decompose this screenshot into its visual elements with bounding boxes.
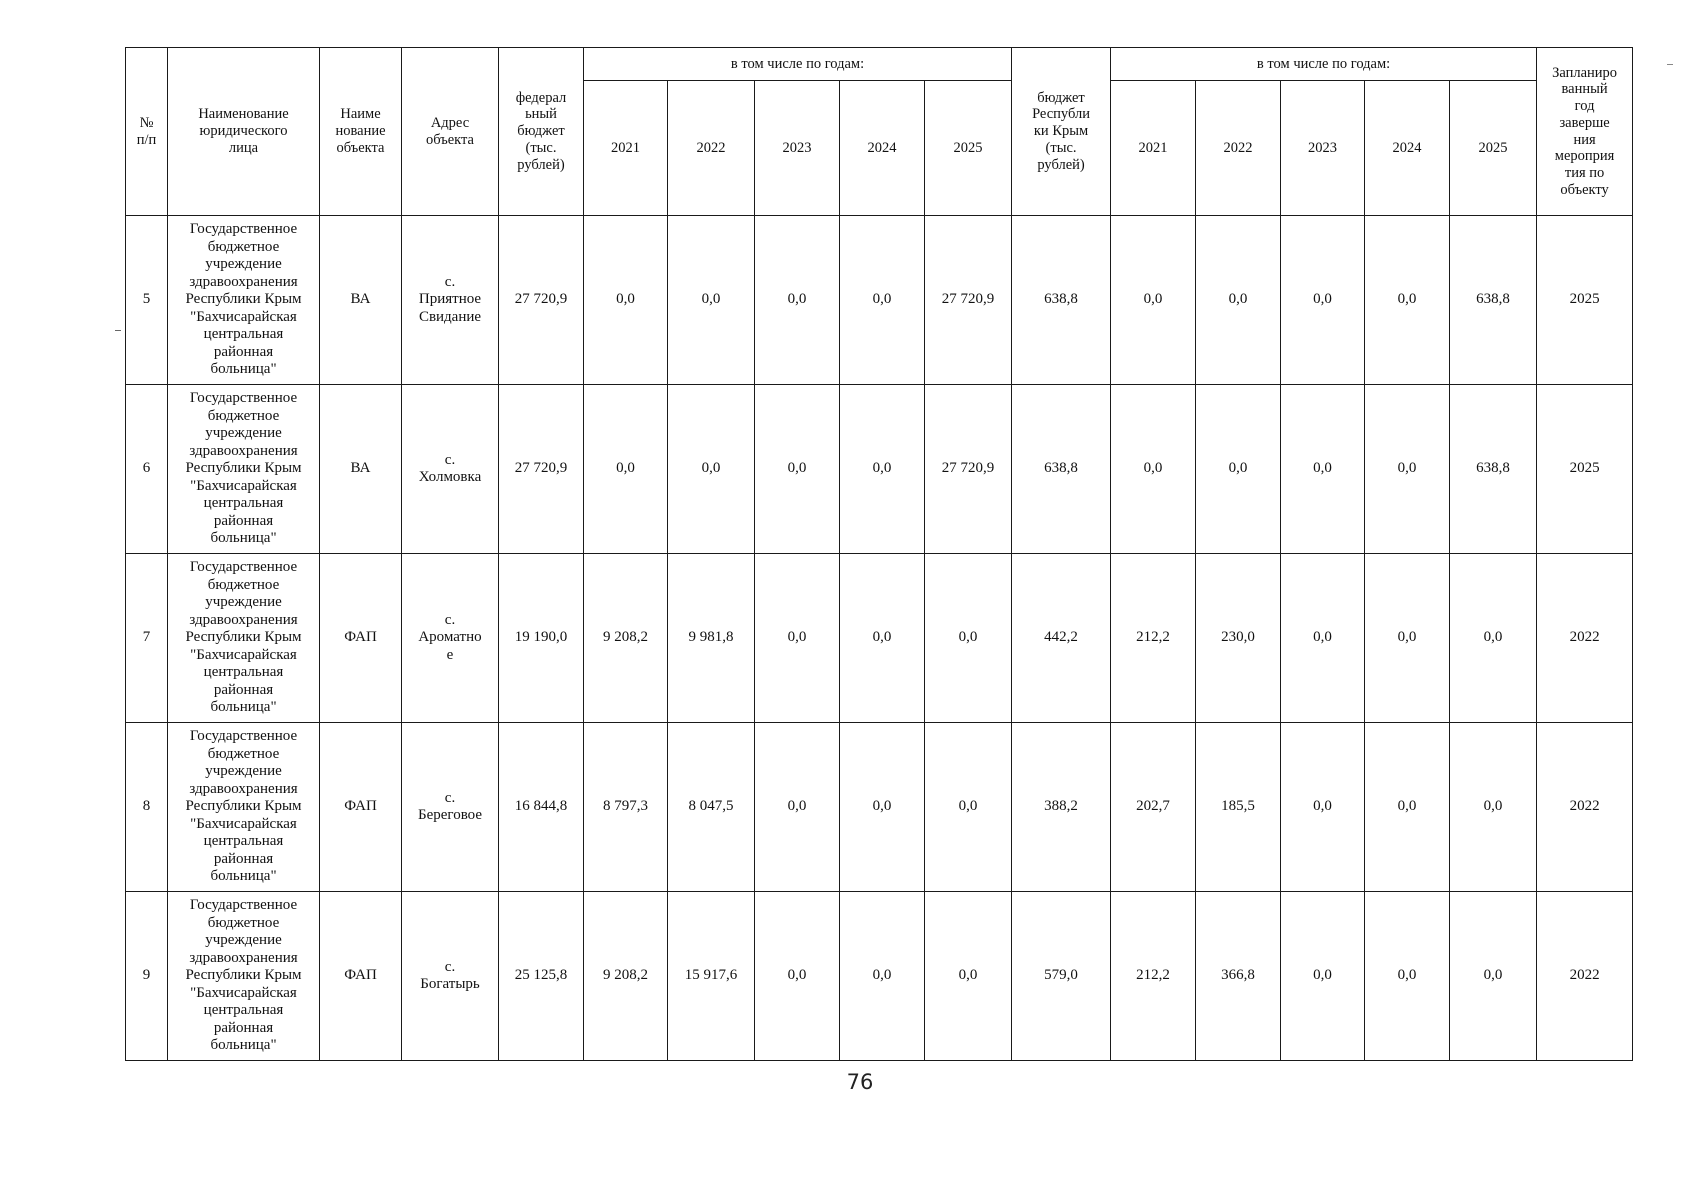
header-reg-year-2025: 2025 xyxy=(1450,81,1537,216)
header-reg-year-2023: 2023 xyxy=(1281,81,1365,216)
regional-2023-cell: 0,0 xyxy=(1281,216,1365,385)
scan-margin-mark-left xyxy=(115,330,121,331)
regional-2022-cell: 185,5 xyxy=(1196,723,1281,892)
federal-2023-cell: 0,0 xyxy=(755,892,840,1061)
federal-2022-cell: 0,0 xyxy=(668,216,755,385)
row-num: 5 xyxy=(126,216,168,385)
regional-total-cell: 638,8 xyxy=(1012,385,1111,554)
header-fed-year-2025: 2025 xyxy=(925,81,1012,216)
regional-2022-cell: 0,0 xyxy=(1196,216,1281,385)
header-fed-year-2023: 2023 xyxy=(755,81,840,216)
header-row-top xyxy=(126,48,1633,81)
regional-2022-cell: 230,0 xyxy=(1196,554,1281,723)
page-number: 76 xyxy=(846,1070,874,1094)
header-address: Адрес объекта xyxy=(402,48,499,216)
federal-total-cell: 27 720,9 xyxy=(499,385,584,554)
regional-2025-cell: 0,0 xyxy=(1450,723,1537,892)
regional-2025-cell: 0,0 xyxy=(1450,892,1537,1061)
regional-2025-cell: 638,8 xyxy=(1450,385,1537,554)
regional-2024-cell: 0,0 xyxy=(1365,554,1450,723)
federal-2021-cell: 0,0 xyxy=(584,216,668,385)
regional-total-cell: 442,2 xyxy=(1012,554,1111,723)
federal-2023-cell: 0,0 xyxy=(755,385,840,554)
object-name-cell: ВА xyxy=(320,385,402,554)
federal-2022-cell: 9 981,8 xyxy=(668,554,755,723)
scan-margin-mark-right xyxy=(1667,64,1673,65)
header-fed-year-2022: 2022 xyxy=(668,81,755,216)
regional-total-cell: 638,8 xyxy=(1012,216,1111,385)
federal-2023-cell: 0,0 xyxy=(755,723,840,892)
table-row xyxy=(126,554,1633,723)
federal-2023-cell: 0,0 xyxy=(755,554,840,723)
federal-2022-cell: 15 917,6 xyxy=(668,892,755,1061)
regional-2021-cell: 212,2 xyxy=(1111,554,1196,723)
table-row xyxy=(126,385,1633,554)
regional-2024-cell: 0,0 xyxy=(1365,216,1450,385)
org-name-cell: Государственное бюджетное учреждение здравоохранения Республики Крым "Бахчисарайская центральная районная больница" xyxy=(168,723,320,892)
regional-2024-cell: 0,0 xyxy=(1365,892,1450,1061)
federal-total-cell: 16 844,8 xyxy=(499,723,584,892)
planned-year-cell: 2022 xyxy=(1537,723,1633,892)
federal-2025-cell: 0,0 xyxy=(925,554,1012,723)
federal-2022-cell: 8 047,5 xyxy=(668,723,755,892)
federal-total-cell: 27 720,9 xyxy=(499,216,584,385)
federal-total-cell: 25 125,8 xyxy=(499,892,584,1061)
regional-2022-cell: 366,8 xyxy=(1196,892,1281,1061)
regional-2025-cell: 638,8 xyxy=(1450,216,1537,385)
federal-2021-cell: 0,0 xyxy=(584,385,668,554)
federal-2021-cell: 9 208,2 xyxy=(584,892,668,1061)
header-regional-years-label: в том числе по годам: xyxy=(1111,48,1537,81)
regional-2021-cell: 212,2 xyxy=(1111,892,1196,1061)
org-name-cell: Государственное бюджетное учреждение здравоохранения Республики Крым "Бахчисарайская центральная районная больница" xyxy=(168,892,320,1061)
regional-2021-cell: 0,0 xyxy=(1111,385,1196,554)
header-planned-year: Запланиро ванный год заверше ния мероприя тия по объекту xyxy=(1537,48,1633,216)
object-name-cell: ФАП xyxy=(320,892,402,1061)
table-row xyxy=(126,723,1633,892)
federal-2024-cell: 0,0 xyxy=(840,892,925,1061)
address-cell: с. Береговое xyxy=(402,723,499,892)
address-cell: с. Приятное Свидание xyxy=(402,216,499,385)
planned-year-cell: 2022 xyxy=(1537,892,1633,1061)
header-fed-year-2024: 2024 xyxy=(840,81,925,216)
header-object-name: Наиме нование объекта xyxy=(320,48,402,216)
regional-2023-cell: 0,0 xyxy=(1281,554,1365,723)
federal-2025-cell: 27 720,9 xyxy=(925,385,1012,554)
header-org-name: Наименование юридического лица xyxy=(168,48,320,216)
header-reg-year-2021: 2021 xyxy=(1111,81,1196,216)
header-regional-budget: бюджет Республи ки Крым (тыс. рублей) xyxy=(1012,48,1111,216)
federal-2024-cell: 0,0 xyxy=(840,385,925,554)
row-num: 7 xyxy=(126,554,168,723)
federal-2021-cell: 9 208,2 xyxy=(584,554,668,723)
regional-total-cell: 579,0 xyxy=(1012,892,1111,1061)
regional-2023-cell: 0,0 xyxy=(1281,385,1365,554)
federal-total-cell: 19 190,0 xyxy=(499,554,584,723)
regional-2021-cell: 0,0 xyxy=(1111,216,1196,385)
object-name-cell: ФАП xyxy=(320,723,402,892)
planned-year-cell: 2022 xyxy=(1537,554,1633,723)
budget-table xyxy=(125,47,1633,1061)
federal-2023-cell: 0,0 xyxy=(755,216,840,385)
federal-2025-cell: 0,0 xyxy=(925,723,1012,892)
regional-2024-cell: 0,0 xyxy=(1365,723,1450,892)
header-reg-year-2022: 2022 xyxy=(1196,81,1281,216)
table-row xyxy=(126,216,1633,385)
header-reg-year-2024: 2024 xyxy=(1365,81,1450,216)
header-fed-year-2021: 2021 xyxy=(584,81,668,216)
regional-2021-cell: 202,7 xyxy=(1111,723,1196,892)
org-name-cell: Государственное бюджетное учреждение здравоохранения Республики Крым "Бахчисарайская центральная районная больница" xyxy=(168,554,320,723)
table-row xyxy=(126,892,1633,1061)
regional-2022-cell: 0,0 xyxy=(1196,385,1281,554)
regional-2023-cell: 0,0 xyxy=(1281,892,1365,1061)
org-name-cell: Государственное бюджетное учреждение здравоохранения Республики Крым "Бахчисарайская центральная районная больница" xyxy=(168,385,320,554)
header-num: № п/п xyxy=(126,48,168,216)
header-federal-budget: федерал ьный бюджет (тыс. рублей) xyxy=(499,48,584,216)
row-num: 8 xyxy=(126,723,168,892)
row-num: 9 xyxy=(126,892,168,1061)
federal-2024-cell: 0,0 xyxy=(840,216,925,385)
regional-2025-cell: 0,0 xyxy=(1450,554,1537,723)
address-cell: с. Холмовка xyxy=(402,385,499,554)
row-num: 6 xyxy=(126,385,168,554)
federal-2025-cell: 0,0 xyxy=(925,892,1012,1061)
org-name-cell: Государственное бюджетное учреждение здравоохранения Республики Крым "Бахчисарайская центральная районная больница" xyxy=(168,216,320,385)
object-name-cell: ФАП xyxy=(320,554,402,723)
regional-2024-cell: 0,0 xyxy=(1365,385,1450,554)
federal-2024-cell: 0,0 xyxy=(840,554,925,723)
federal-2022-cell: 0,0 xyxy=(668,385,755,554)
planned-year-cell: 2025 xyxy=(1537,216,1633,385)
federal-2021-cell: 8 797,3 xyxy=(584,723,668,892)
object-name-cell: ВА xyxy=(320,216,402,385)
planned-year-cell: 2025 xyxy=(1537,385,1633,554)
regional-2023-cell: 0,0 xyxy=(1281,723,1365,892)
header-federal-years-label: в том числе по годам: xyxy=(584,48,1012,81)
address-cell: с. Богатырь xyxy=(402,892,499,1061)
federal-2025-cell: 27 720,9 xyxy=(925,216,1012,385)
address-cell: с. Ароматно е xyxy=(402,554,499,723)
regional-total-cell: 388,2 xyxy=(1012,723,1111,892)
federal-2024-cell: 0,0 xyxy=(840,723,925,892)
